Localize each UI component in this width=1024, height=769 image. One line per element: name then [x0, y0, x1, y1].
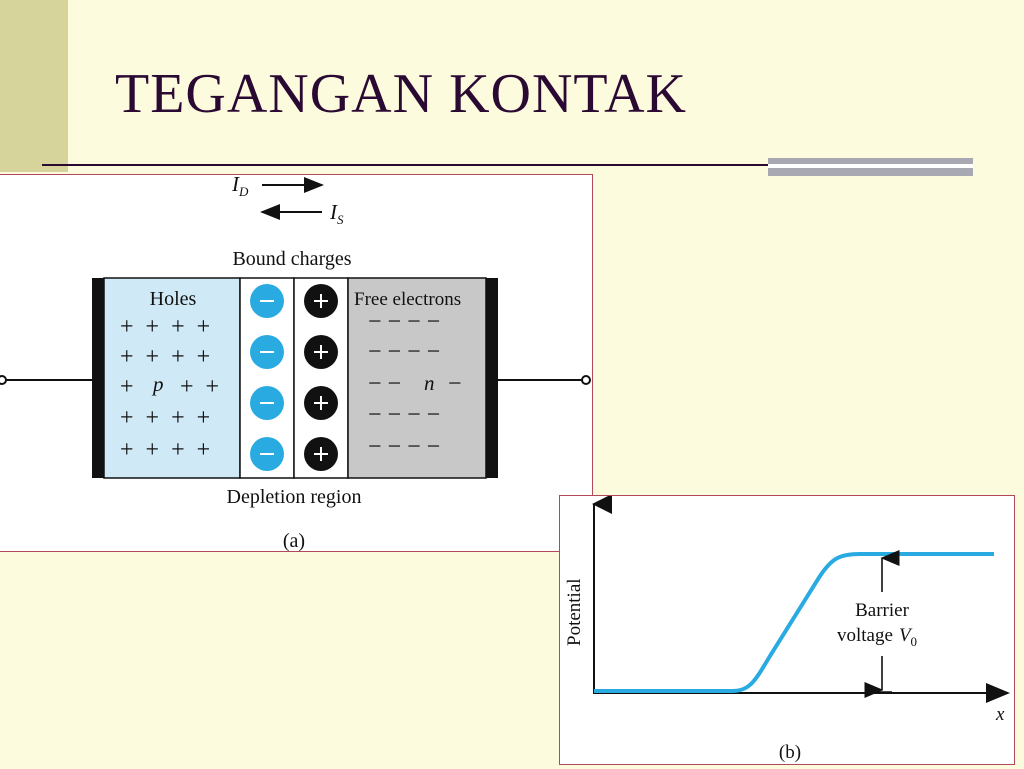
barrier-label-line2: voltage $V_0$ — [837, 625, 918, 649]
potential-curve — [594, 554, 994, 691]
svg-text:+ + + +: + + + + — [120, 314, 211, 340]
y-axis-label: Potential — [564, 578, 585, 646]
x-axis-label: x — [996, 704, 1005, 725]
svg-text:− − − −: − − − − — [368, 402, 441, 428]
svg-text:+ +: + + — [180, 374, 220, 400]
potential-profile-diagram — [560, 496, 1014, 764]
saturation-current-label: $I_S$ — [330, 200, 344, 227]
svg-text:− −: − − — [368, 371, 402, 397]
n-type-label: n — [424, 371, 435, 395]
title-divider-accent — [768, 158, 973, 176]
svg-text:− − − −: − − − − — [368, 309, 441, 335]
svg-text:+ + + +: + + + + — [120, 344, 211, 370]
free-electrons-label: Free electrons — [354, 289, 462, 310]
svg-text:+: + — [120, 374, 134, 400]
svg-text:+ + + +: + + + + — [120, 405, 211, 431]
svg-text:− − − −: − − − − — [368, 339, 441, 365]
barrier-label-line1: Barrier — [855, 600, 909, 621]
right-contact — [486, 278, 498, 478]
depletion-region-label: Depletion region — [226, 486, 362, 508]
left-contact — [92, 278, 104, 478]
decorative-side-bar — [0, 0, 68, 172]
pn-junction-diagram — [0, 175, 592, 551]
figure-a-caption: (a) — [282, 530, 306, 551]
svg-text:−: − — [448, 371, 462, 397]
slide-title: TEGANGAN KONTAK — [115, 63, 687, 125]
diffusion-current-label: $I_D$ — [232, 175, 249, 199]
svg-text:− − − −: − − − − — [368, 434, 441, 460]
barrier-potential-figure — [559, 495, 1015, 765]
figure-b-caption: (b) — [778, 742, 802, 763]
holes-label: Holes — [149, 288, 197, 310]
p-type-label: p — [153, 372, 164, 396]
right-terminal — [582, 376, 590, 384]
svg-text:+ + + +: + + + + — [120, 437, 211, 463]
bound-charges-label: Bound charges — [232, 248, 352, 270]
left-terminal — [0, 376, 6, 384]
pn-junction-figure — [0, 174, 593, 552]
